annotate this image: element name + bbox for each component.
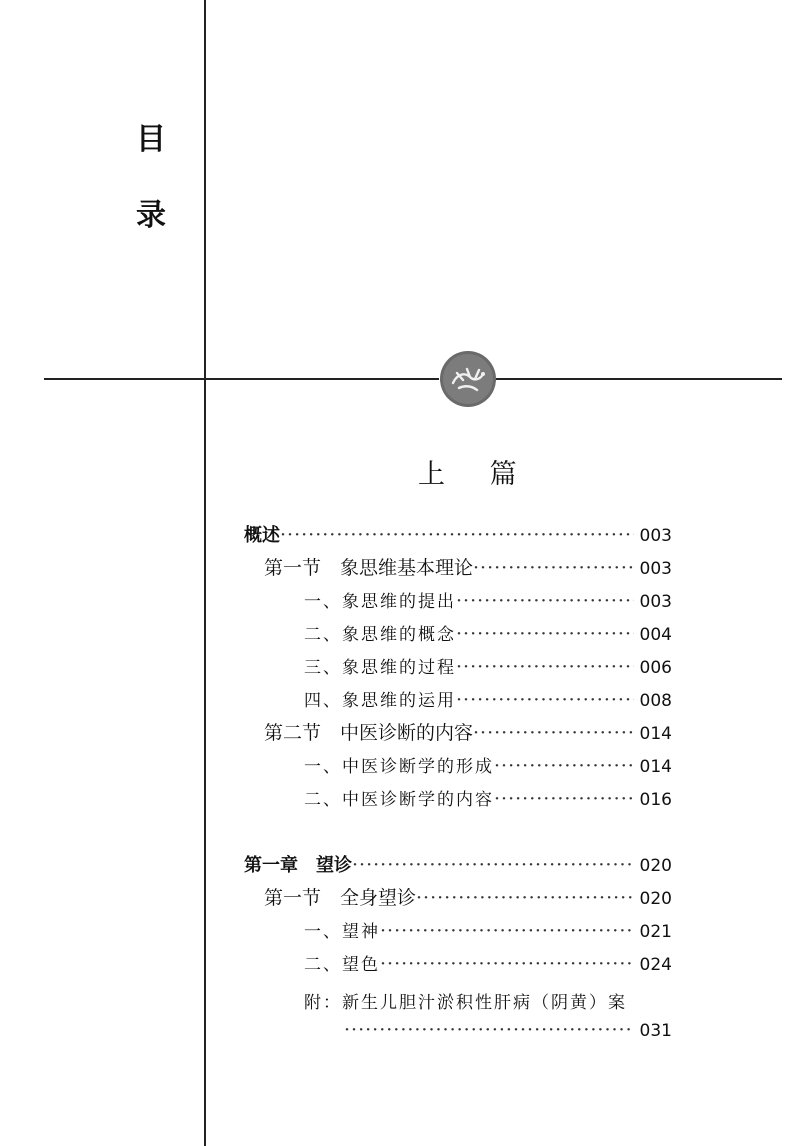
dot-leader xyxy=(494,783,634,815)
dot-leader xyxy=(456,618,634,650)
toc-entry-page: 003 xyxy=(639,559,672,579)
toc-entry-page: 004 xyxy=(639,625,672,645)
toc-entry-label: 第一节 象思维基本理论 xyxy=(264,557,474,579)
toc-entry-label: 二、中医诊断学的内容 xyxy=(304,790,494,810)
toc-entry-item[interactable] xyxy=(304,750,672,782)
toc-appendix-label: 附：新生儿胆汁淤积性肝病（阴黄）案 xyxy=(304,993,627,1013)
toc-entry-item[interactable] xyxy=(304,948,672,980)
toc-entry-page: 014 xyxy=(639,757,672,777)
toc-entry-page: 008 xyxy=(639,691,672,711)
dot-leader xyxy=(344,1014,634,1046)
toc-entry-label: 二、象思维的概念 xyxy=(304,625,456,645)
dot-leader xyxy=(473,552,634,584)
toc-entry-label: 一、望神 xyxy=(304,922,380,942)
dot-leader xyxy=(456,651,634,683)
contents-title-char-2: 录 xyxy=(136,198,166,233)
toc-entry-appendix[interactable] xyxy=(344,1014,672,1046)
dot-leader xyxy=(456,684,634,716)
toc-entry-label: 三、象思维的过程 xyxy=(304,658,456,678)
toc-entry-section-1[interactable] xyxy=(264,552,672,584)
toc-entry-label: 四、象思维的运用 xyxy=(304,691,456,711)
toc-entry-page: 003 xyxy=(639,592,672,612)
contents-title-char-1: 目 xyxy=(136,122,166,157)
toc-entry-label: 第一节 全身望诊 xyxy=(264,887,417,909)
toc-entry-page: 021 xyxy=(639,922,672,942)
toc-entry-section[interactable] xyxy=(264,882,672,914)
toc-entry-page: 031 xyxy=(639,1021,672,1041)
dot-leader xyxy=(456,585,634,617)
toc-entry-page: 006 xyxy=(639,658,672,678)
dot-leader xyxy=(380,915,634,947)
toc-entry-label: 二、望色 xyxy=(304,955,380,975)
toc-entry-page: 020 xyxy=(639,856,672,876)
toc-entry-overview[interactable] xyxy=(244,519,672,551)
toc-entry-item[interactable] xyxy=(304,684,672,716)
dot-leader xyxy=(494,750,634,782)
toc-entry-page: 016 xyxy=(639,790,672,810)
toc-entry-item[interactable] xyxy=(304,651,672,683)
toc-entry-page: 024 xyxy=(639,955,672,975)
toc-entry-label: 概述 xyxy=(244,525,280,546)
toc-entry-chapter-1[interactable] xyxy=(244,849,672,881)
toc-entry-section-2[interactable] xyxy=(264,717,672,749)
dot-leader xyxy=(380,948,634,980)
toc-entry-label: 第一章 望诊 xyxy=(244,855,352,876)
toc-entry-label: 第二节 中医诊断的内容 xyxy=(264,722,474,744)
toc-entry-page: 020 xyxy=(639,889,672,909)
dot-leader xyxy=(416,882,634,914)
dot-leader xyxy=(473,717,634,749)
toc-entry-item[interactable] xyxy=(304,783,672,815)
toc-entry-page: 003 xyxy=(639,526,672,546)
toc-entry-item[interactable] xyxy=(304,618,672,650)
toc-entry-page: 014 xyxy=(639,724,672,744)
toc-entry-item[interactable] xyxy=(304,585,672,617)
part-title: 上 篇 xyxy=(418,459,535,490)
dot-leader xyxy=(352,849,634,881)
toc-entry-label: 一、象思维的提出 xyxy=(304,592,456,612)
toc-entry-item[interactable] xyxy=(304,915,672,947)
toc-entry-label: 一、中医诊断学的形成 xyxy=(304,757,494,777)
dot-leader xyxy=(280,519,634,551)
